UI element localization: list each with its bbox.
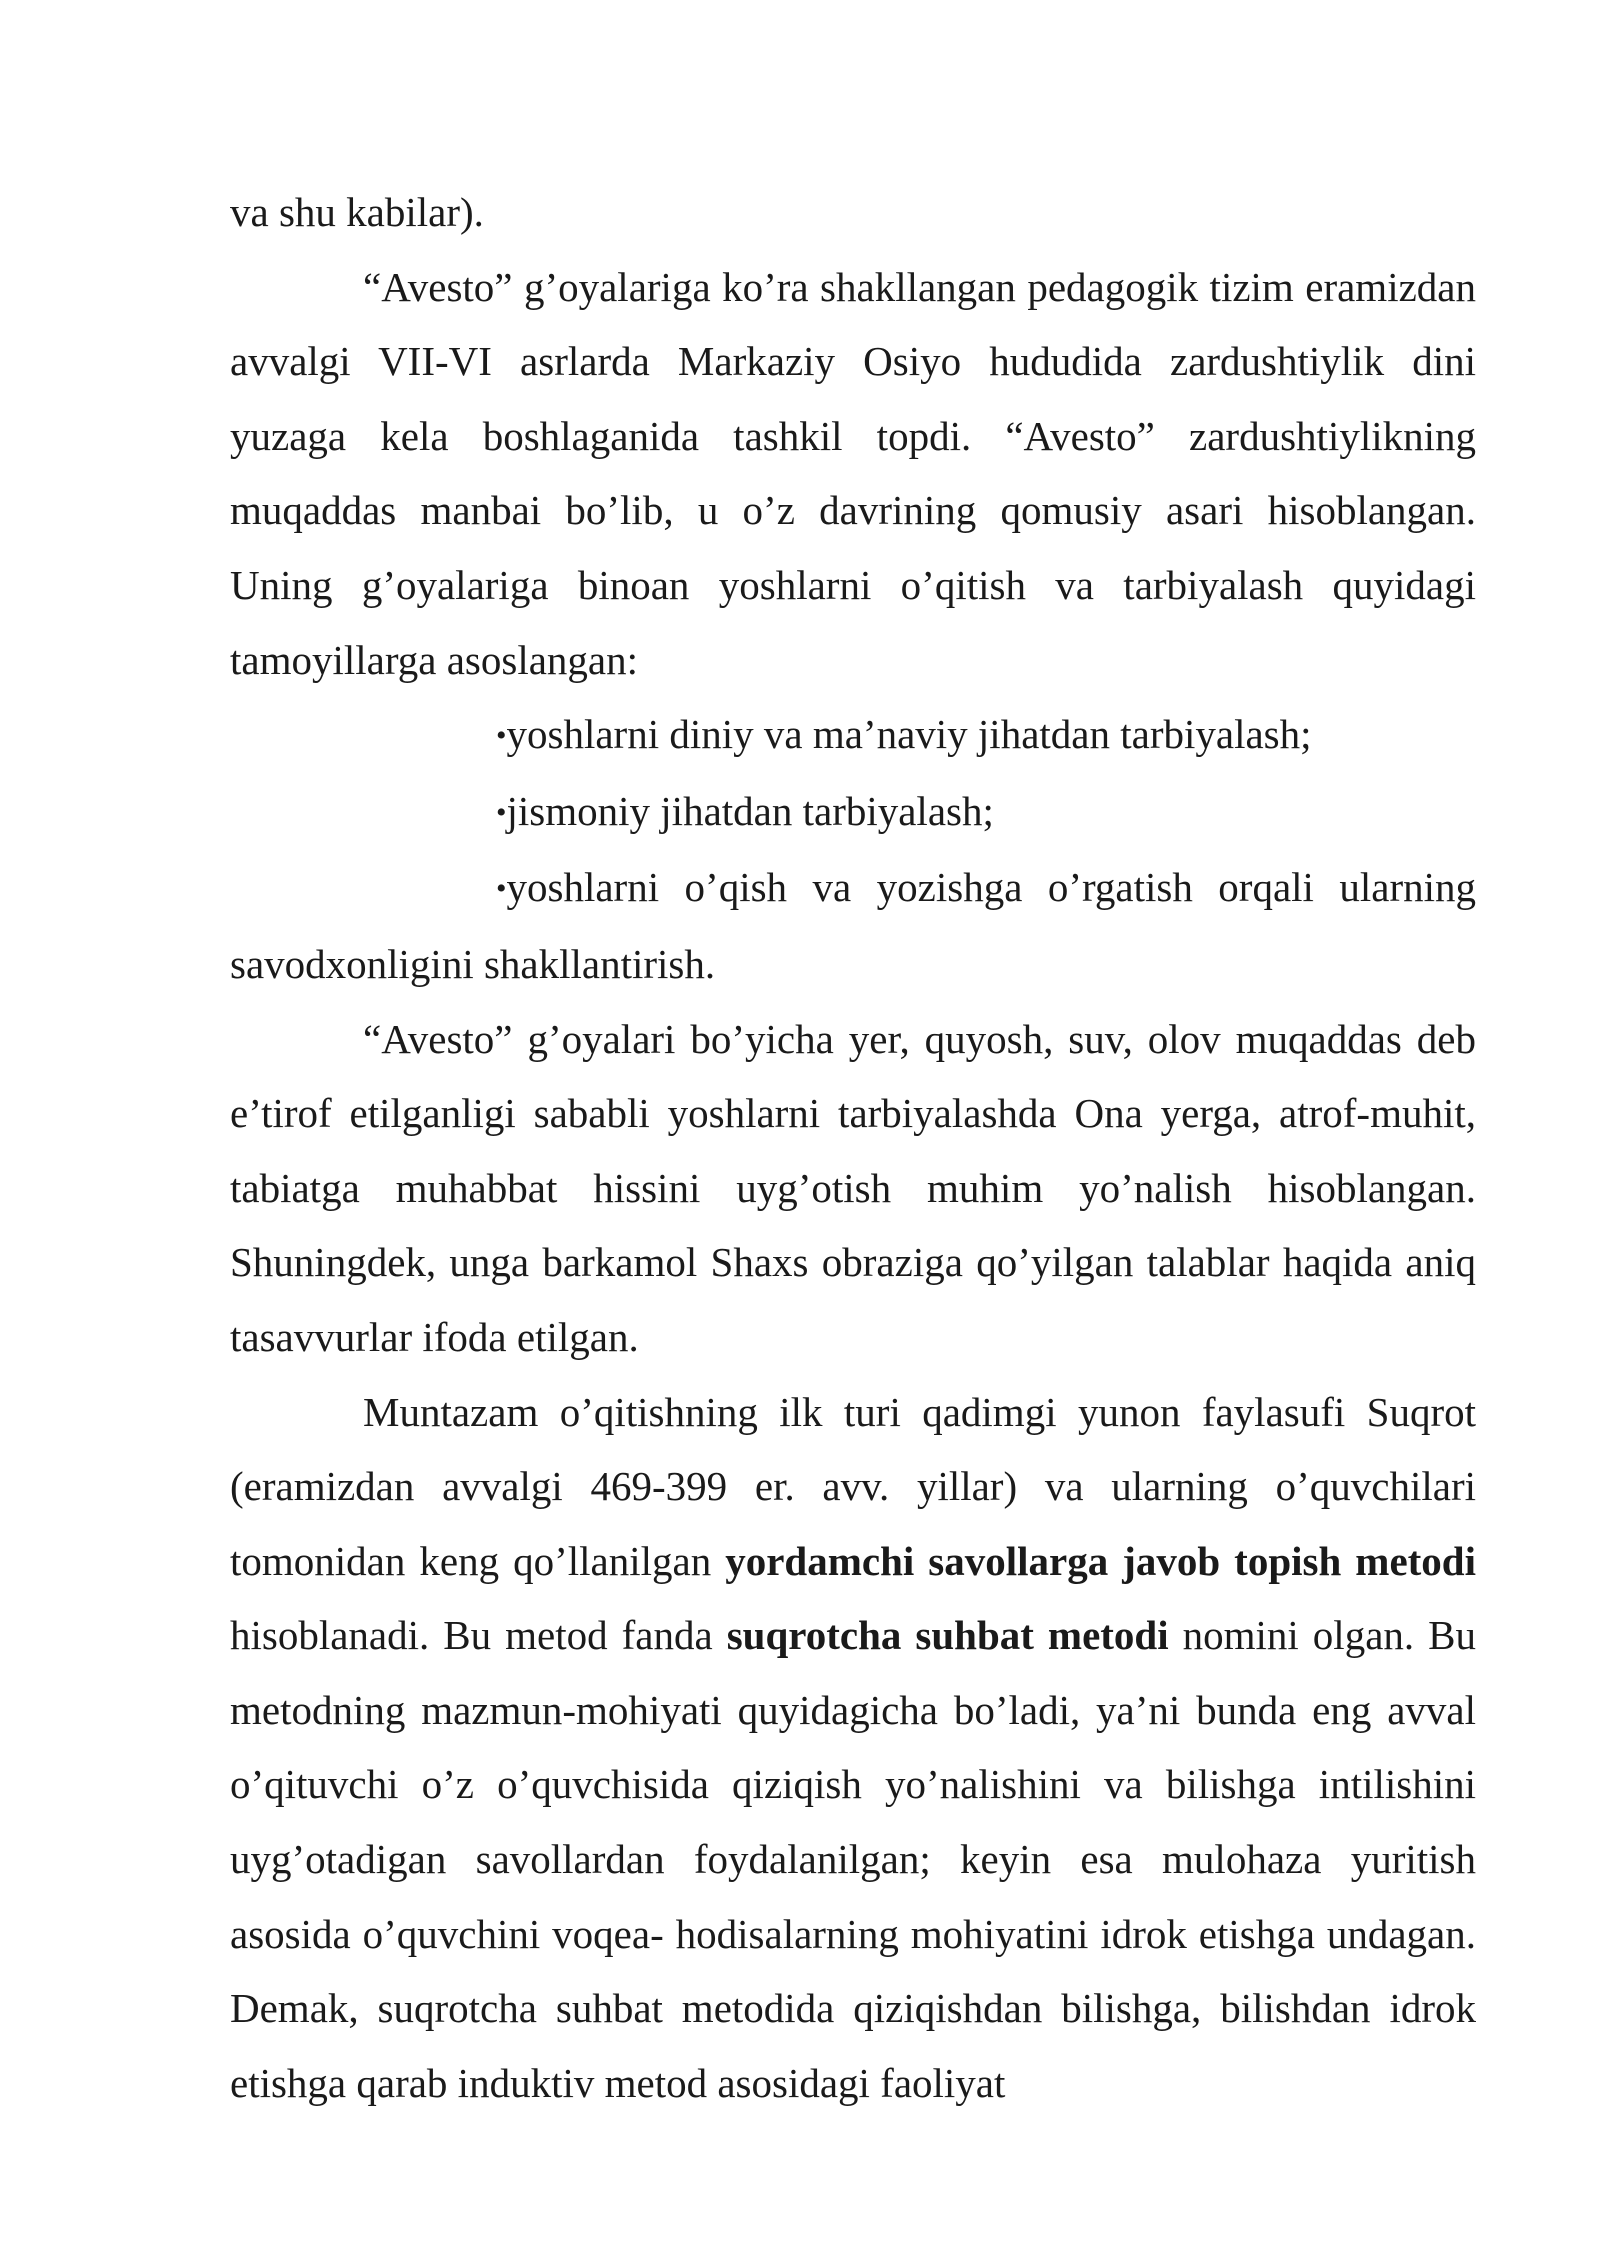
bold-term-socratic-dialogue: suqrotcha suhbat metodi [726, 1612, 1169, 1659]
paragraph-avesto-intro: “Avesto” g’oyalariga ko’ra shakllangan pedagogik tizim eramizdan avvalgi VII-VI asrlarda Markaziy Osiyo hududida zardushtiylik dini yuzaga kela boshlaganida tashkil topdi. “Avesto” zardushtiylikning muqaddas manbai bo’lib, u o’z davrining qomusiy asari hisoblangan. Uning g’oyalariga binoan yoshlarni o’qitish va tarbiyalash quyidagi tamoyillarga asoslangan: [230, 263, 1476, 683]
bullet-text: jismoniy jihatdan tarbiyalash; [506, 787, 994, 834]
bullet-icon: • [496, 872, 507, 906]
bullet-icon: • [496, 795, 507, 829]
bullet-text: yoshlarni diniy va ma’naviy jihatdan tarbiyalash; [506, 711, 1312, 758]
text-segment: hisoblanadi. Bu metod fanda [230, 1612, 727, 1659]
bullet-icon: • [496, 719, 507, 753]
text-segment: Muntazam o’qitishning ilk turi qadimgi yunon faylasufi Suqrot (eramizdan avvalgi 469-399 er. avv. yillar) va ularning o’quvchilari tomonidan keng qo’llanilgan [230, 1388, 1476, 1584]
bullet-text: yoshlarni o’qish va yozishga o’rgatish orqali ularning savodxonligini shakllantirish. [230, 864, 1476, 987]
bullet-item-1 [230, 697, 1476, 774]
paragraph-avesto-ideas: “Avesto” g’oyalari bo’yicha yer, quyosh, suv, olov muqaddas deb e’tirof etilganligi sababli yoshlarni tarbiyalashda Ona yerga, atrof-muhit, tabiatga muhabbat hissini uyg’otish muhim yo’nalish hisoblangan. Shuningdek, unga barkamol Shaxs obraziga qo’yilgan talablar haqida aniq tasavvurlar ifoda etilgan. [230, 1015, 1476, 1360]
bullet-item-2 [230, 774, 1476, 851]
paragraph-continuation: va shu kabilar). [230, 189, 484, 235]
bullet-item-3 [230, 850, 1476, 1001]
bold-term-method: yordamchi savollarga javob topish metodi [725, 1537, 1476, 1584]
paragraph-socrates [230, 1375, 1476, 2121]
document-page [230, 175, 1476, 2120]
text-segment: nomini olgan. Bu metodning mazmun-mohiyati quyidagicha bo’ladi, ya’ni bunda eng avval o’qituvchi o’z o’quvchisida qiziqish yo’nalishini va bilishga intilishini uyg’otadigan savollardan foydalanilgan; keyin esa mulohaza yuritish asosida o’quvchini voqea- hodisalarning mohiyatini idrok etishga undagan. Demak, suqrotcha suhbat metodida qiziqishdan bilishga, bilishdan idrok etishga qarab induktiv metod asosidagi faoliyat [230, 1612, 1476, 2106]
